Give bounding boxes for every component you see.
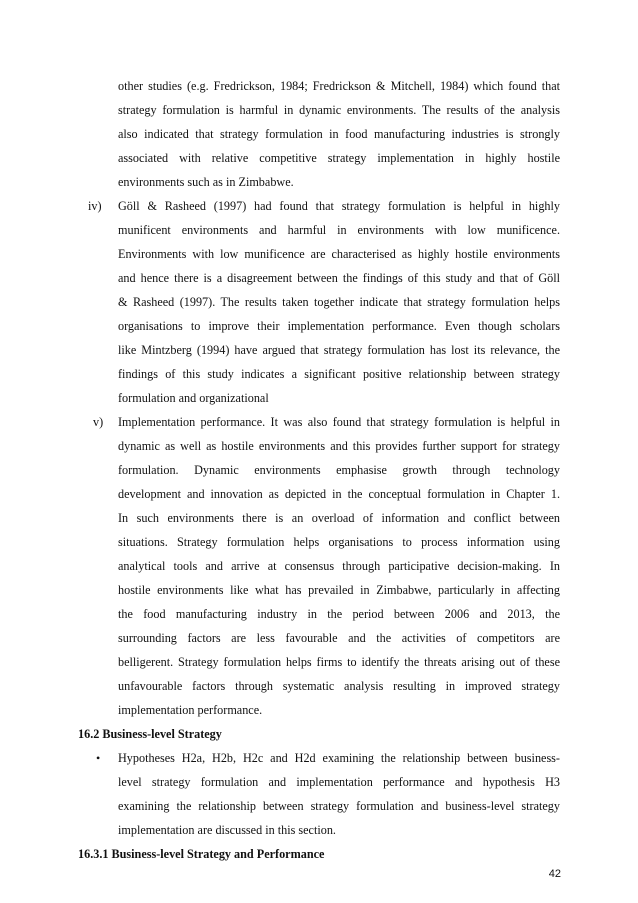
body-text-line: level strategy formulation and implementation performance and hypothesis H3 bbox=[118, 775, 560, 789]
body-text-line: like Mintzberg (1994) have argued that strategy formulation has lost its relevance, the bbox=[118, 343, 560, 357]
body-text-line: implementation performance. bbox=[118, 703, 263, 717]
body-text-line: Environments with low munificence are characterised as highly hostile environments bbox=[118, 247, 560, 261]
body-text-line: findings of this study indicates a significant positive relationship between strategy bbox=[118, 367, 560, 381]
list-label-iv: iv) bbox=[88, 199, 102, 213]
section-heading: 16.2 Business-level Strategy bbox=[78, 727, 222, 741]
body-text-line: strategy formulation is harmful in dynamic environments. The results of the analysis bbox=[118, 103, 560, 117]
body-text-line: In such environments there is an overload of information and conflict between bbox=[118, 511, 560, 525]
body-text-line: organisations to improve their implementation performance. Even though scholars bbox=[118, 319, 560, 333]
body-text-line: surrounding factors are less favourable and the activities of competitors are bbox=[118, 631, 560, 645]
body-text-line: associated with relative competitive strategy implementation in highly hostile bbox=[118, 151, 560, 165]
body-text-line: environments such as in Zimbabwe. bbox=[118, 175, 294, 189]
body-text-line: hostile environments like what has prevailed in Zimbabwe, particularly in affecting bbox=[118, 583, 560, 597]
body-text-line: unfavourable factors through systematic analysis resulting in improved strategy bbox=[118, 679, 560, 693]
body-text-line: implementation are discussed in this section. bbox=[118, 823, 336, 837]
body-text-line: belligerent. Strategy formulation helps firms to identify the threats arising out of these bbox=[118, 655, 560, 669]
subsection-heading: 16.3.1 Business-level Strategy and Performance bbox=[78, 847, 325, 861]
body-text-line: and hence there is a disagreement between the findings of this study and that of Göll bbox=[118, 271, 560, 285]
body-text-line: other studies (e.g. Fredrickson, 1984; Fredrickson & Mitchell, 1984) which found that bbox=[118, 79, 560, 93]
body-text-line: Hypotheses H2a, H2b, H2c and H2d examining the relationship between business- bbox=[118, 751, 560, 765]
body-text-line: the food manufacturing industry in the period between 2006 and 2013, the bbox=[118, 607, 560, 621]
body-text-line: dynamic as well as hostile environments and this provides further support for strategy bbox=[118, 439, 560, 453]
bullet-icon: • bbox=[96, 751, 101, 765]
body-text-line: examining the relationship between strategy formulation and business-level strategy bbox=[118, 799, 560, 813]
body-text-line: Implementation performance. It was also found that strategy formulation is helpful in bbox=[118, 415, 560, 429]
body-text-line: munificent environments and harmful in environments with low munificence. bbox=[118, 223, 560, 237]
body-text-line: Göll & Rasheed (1997) had found that strategy formulation is helpful in highly bbox=[118, 199, 560, 213]
body-text-line: & Rasheed (1997). The results taken together indicate that strategy formulation helps bbox=[118, 295, 560, 309]
body-text-line: also indicated that strategy formulation in food manufacturing industries is strongly bbox=[118, 127, 560, 141]
body-text-line: development and innovation as depicted in the conceptual formulation in Chapter 1. bbox=[118, 487, 560, 501]
list-label-v: v) bbox=[93, 415, 104, 429]
body-text-line: formulation. Dynamic environments emphasise growth through technology bbox=[118, 463, 560, 477]
body-text-line: situations. Strategy formulation helps organisations to process information using bbox=[118, 535, 560, 549]
body-text-line: formulation and organizational bbox=[118, 391, 269, 405]
body-text-line: analytical tools and arrive at consensus through participative decision-making. In bbox=[118, 559, 560, 573]
page-number: 42 bbox=[548, 868, 561, 880]
